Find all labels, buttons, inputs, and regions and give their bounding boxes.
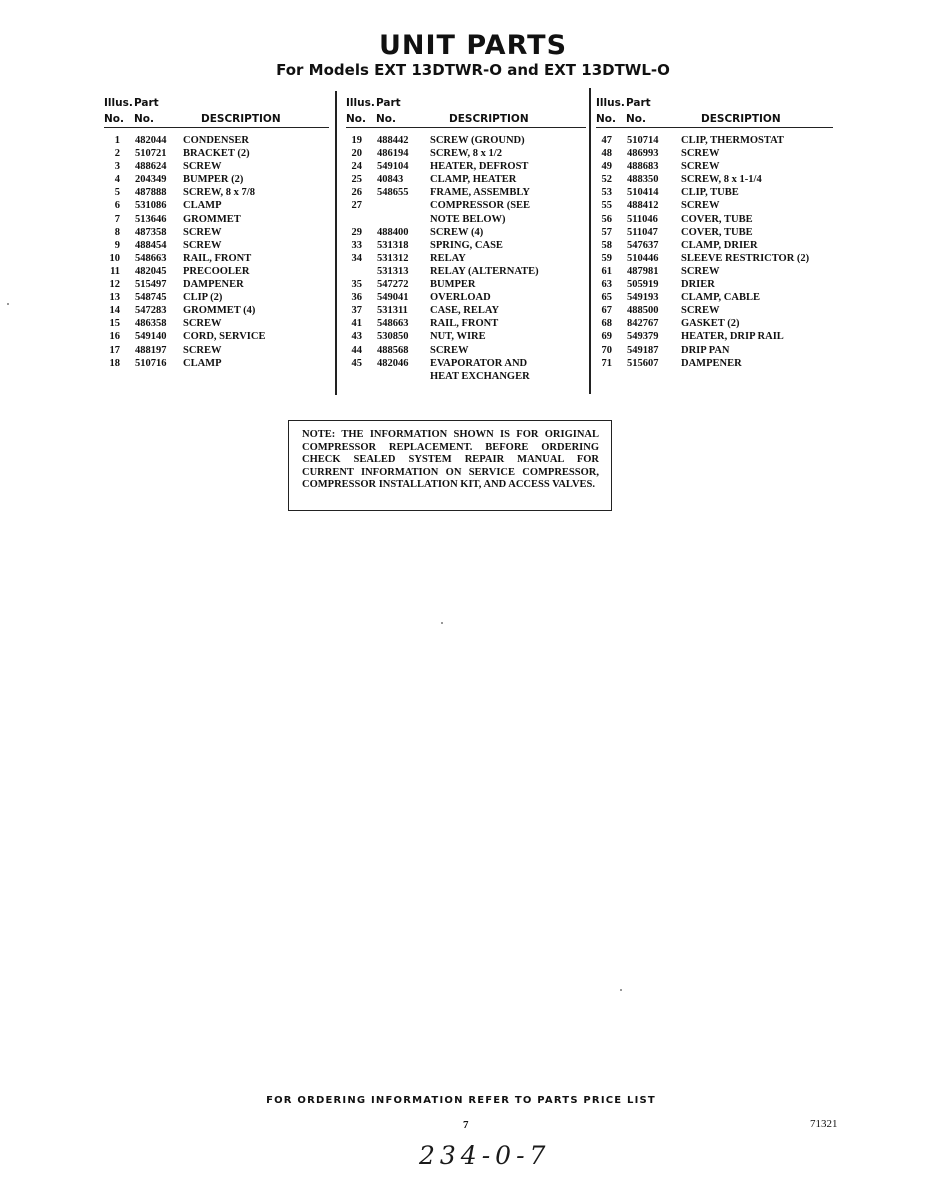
illus-number: 36 xyxy=(351,292,362,304)
part-description: BUMPER (2) xyxy=(183,174,244,186)
header-part: Part xyxy=(134,97,159,109)
part-description: SCREW xyxy=(681,200,720,212)
table-row xyxy=(346,214,586,227)
part-number: 549041 xyxy=(377,292,409,304)
column-divider xyxy=(335,91,337,395)
table-row xyxy=(346,292,586,305)
header-no: No. xyxy=(596,113,616,125)
part-description: OVERLOAD xyxy=(430,292,491,304)
illus-number: 3 xyxy=(114,161,120,173)
part-number: 204349 xyxy=(135,174,167,186)
part-description: CASE, RELAY xyxy=(430,305,500,317)
header-description: DESCRIPTION xyxy=(201,113,281,125)
table-row xyxy=(104,345,329,358)
header-illus: Illus. xyxy=(596,97,625,109)
illus-number: 26 xyxy=(351,187,362,199)
illus-number: 4 xyxy=(114,174,120,186)
part-description: GROMMET (4) xyxy=(183,305,256,317)
part-description: CLIP, TUBE xyxy=(681,187,739,199)
part-description: SCREW xyxy=(430,344,469,356)
part-number: 515497 xyxy=(135,279,167,291)
illus-number: 56 xyxy=(601,213,612,225)
table-row xyxy=(346,305,586,318)
illus-number: 47 xyxy=(601,135,612,146)
illus-number: 14 xyxy=(109,305,120,317)
part-number: 531312 xyxy=(377,252,409,264)
part-description: PRECOOLER xyxy=(183,265,250,277)
part-number: 488197 xyxy=(135,344,167,356)
illus-number: 15 xyxy=(109,318,120,330)
part-description: DAMPENER xyxy=(183,279,244,291)
table-row xyxy=(104,227,329,240)
table-row xyxy=(104,174,329,187)
illus-number: 25 xyxy=(351,174,362,186)
parts-list xyxy=(104,135,329,371)
table-row xyxy=(104,358,329,371)
illus-number: 2 xyxy=(114,148,120,160)
parts-list xyxy=(596,135,833,371)
part-number: 488624 xyxy=(135,161,167,173)
illus-number: 8 xyxy=(114,226,120,238)
illus-number: 43 xyxy=(351,331,362,343)
table-row xyxy=(596,148,833,161)
table-row xyxy=(596,214,833,227)
illus-number: 61 xyxy=(601,265,612,277)
table-row xyxy=(104,200,329,213)
illus-number: 68 xyxy=(601,318,612,330)
part-description: COMPRESSOR (SEE xyxy=(430,200,531,212)
table-row xyxy=(596,358,833,371)
part-number: 482045 xyxy=(135,265,167,277)
table-row xyxy=(104,240,329,253)
part-description: RAIL, FRONT xyxy=(430,318,499,330)
page-subtitle: For Models EXT 13DTWR-O and EXT 13DTWL-O xyxy=(276,61,670,79)
table-row xyxy=(596,253,833,266)
part-number: 548663 xyxy=(135,252,167,264)
part-description: FRAME, ASSEMBLY xyxy=(430,187,530,199)
illus-number: 19 xyxy=(351,135,362,146)
part-number: 510721 xyxy=(135,148,167,160)
header-no: No. xyxy=(346,113,366,125)
part-number: 549379 xyxy=(627,331,659,343)
parts-list xyxy=(346,135,586,384)
handwritten-code: 234-0-7 xyxy=(419,1141,551,1170)
illus-number: 37 xyxy=(351,305,362,317)
part-description: GASKET (2) xyxy=(681,318,740,330)
part-number: 548663 xyxy=(377,318,409,330)
table-row xyxy=(346,187,586,200)
part-description: SCREW, 8 x 7/8 xyxy=(183,187,255,199)
document-code: 71321 xyxy=(810,1118,838,1130)
part-description: SCREW (4) xyxy=(430,226,484,238)
illus-number: 17 xyxy=(109,344,120,356)
table-row xyxy=(596,200,833,213)
part-description: CONDENSER xyxy=(183,135,249,146)
part-description: CLIP, THERMOSTAT xyxy=(681,135,784,146)
part-number: 531311 xyxy=(377,305,408,317)
table-row xyxy=(104,279,329,292)
part-number: 513646 xyxy=(135,213,167,225)
table-row xyxy=(596,174,833,187)
table-row xyxy=(104,135,329,148)
part-number: 510716 xyxy=(135,357,167,369)
table-row xyxy=(596,279,833,292)
part-description: SCREW xyxy=(183,318,222,330)
illus-number: 34 xyxy=(351,252,362,264)
part-number: 530850 xyxy=(377,331,409,343)
part-description: SCREW xyxy=(681,161,720,173)
part-number: 487888 xyxy=(135,187,167,199)
part-description: SCREW xyxy=(183,161,222,173)
part-number: 547283 xyxy=(135,305,167,317)
table-row xyxy=(346,318,586,331)
parts-column-2 xyxy=(346,93,586,384)
illus-number: 55 xyxy=(601,200,612,212)
table-row xyxy=(596,345,833,358)
illus-number: 29 xyxy=(351,226,362,238)
table-row xyxy=(346,200,586,213)
table-row xyxy=(346,345,586,358)
header-description: DESCRIPTION xyxy=(701,113,781,125)
illus-number: 35 xyxy=(351,279,362,291)
table-row xyxy=(104,187,329,200)
part-number: 486194 xyxy=(377,148,409,160)
header-rule xyxy=(346,127,586,128)
header-rule xyxy=(104,127,329,128)
part-description: RELAY xyxy=(430,252,466,264)
part-description: SCREW xyxy=(681,148,720,160)
header-part-no: No. xyxy=(376,113,396,125)
illus-number: 70 xyxy=(601,344,612,356)
page-title: UNIT PARTS xyxy=(378,30,568,61)
illus-number: 41 xyxy=(351,318,362,330)
table-row xyxy=(346,227,586,240)
part-number: 548655 xyxy=(377,187,409,199)
illus-number: 27 xyxy=(351,200,362,212)
part-description: HEAT EXCHANGER xyxy=(430,370,530,382)
illus-number: 10 xyxy=(109,252,120,264)
illus-number: 52 xyxy=(601,174,612,186)
illus-number: 20 xyxy=(351,148,362,160)
part-number: 486993 xyxy=(627,148,659,160)
part-description: BRACKET (2) xyxy=(183,148,250,160)
illus-number: 57 xyxy=(601,226,612,238)
part-description: CLAMP, HEATER xyxy=(430,174,517,186)
illus-number: 71 xyxy=(601,357,612,369)
part-description: CLAMP xyxy=(183,200,222,212)
ordering-info: FOR ORDERING INFORMATION REFER TO PARTS PRICE LIST xyxy=(266,1095,656,1106)
part-number: 510414 xyxy=(627,187,659,199)
illus-number: 58 xyxy=(601,239,612,251)
part-number: 488350 xyxy=(627,174,659,186)
table-row xyxy=(104,148,329,161)
header-no: No. xyxy=(104,113,124,125)
part-number: 531318 xyxy=(377,239,409,251)
illus-number: 45 xyxy=(351,357,362,369)
column-divider xyxy=(589,88,591,394)
illus-number: 67 xyxy=(601,305,612,317)
part-description: SPRING, CASE xyxy=(430,239,503,251)
illus-number: 69 xyxy=(601,331,612,343)
part-number: 488568 xyxy=(377,344,409,356)
part-number: 488412 xyxy=(627,200,659,212)
part-number: 548745 xyxy=(135,292,167,304)
table-row xyxy=(596,187,833,200)
part-description: SCREW (GROUND) xyxy=(430,135,525,146)
scan-speck xyxy=(441,622,443,624)
part-number: 842767 xyxy=(627,318,659,330)
header-rule xyxy=(596,127,833,128)
header-part-no: No. xyxy=(134,113,154,125)
part-number: 515607 xyxy=(627,357,659,369)
part-description: RELAY (ALTERNATE) xyxy=(430,265,539,277)
part-description: HEATER, DRIP RAIL xyxy=(681,331,784,343)
part-number: 488442 xyxy=(377,135,409,146)
part-description: RAIL, FRONT xyxy=(183,252,252,264)
illus-number: 11 xyxy=(110,265,120,277)
table-row xyxy=(346,240,586,253)
scan-speck xyxy=(620,989,622,991)
part-number: 531313 xyxy=(377,265,409,277)
header-part-no: No. xyxy=(626,113,646,125)
table-row xyxy=(596,318,833,331)
parts-column-1 xyxy=(104,93,329,371)
illus-number: 18 xyxy=(109,357,120,369)
part-number: 531086 xyxy=(135,200,167,212)
illus-number: 9 xyxy=(114,239,120,251)
scan-speck xyxy=(7,303,9,305)
illus-number: 49 xyxy=(601,161,612,173)
part-description: CLAMP xyxy=(183,357,222,369)
part-description: SCREW xyxy=(681,265,720,277)
part-number: 487981 xyxy=(627,265,659,277)
part-description: CORD, SERVICE xyxy=(183,331,266,343)
table-row xyxy=(346,266,586,279)
illus-number: 59 xyxy=(601,252,612,264)
part-description: NOTE BELOW) xyxy=(430,213,506,225)
part-description: CLAMP, CABLE xyxy=(681,292,760,304)
part-number: 505919 xyxy=(627,279,659,291)
header-description: DESCRIPTION xyxy=(449,113,529,125)
part-description: CLIP (2) xyxy=(183,292,223,304)
part-description: SCREW, 8 x 1/2 xyxy=(430,148,502,160)
table-row xyxy=(346,358,586,371)
part-number: 482046 xyxy=(377,357,409,369)
part-description: SCREW xyxy=(681,305,720,317)
part-description: DRIER xyxy=(681,279,715,291)
header-part: Part xyxy=(376,97,401,109)
table-row xyxy=(346,371,586,384)
illus-number: 6 xyxy=(114,200,120,212)
illus-number: 12 xyxy=(109,279,120,291)
part-description: DRIP PAN xyxy=(681,344,730,356)
illus-number: 24 xyxy=(351,161,362,173)
part-number: 510714 xyxy=(627,135,659,146)
header-illus: Illus. xyxy=(346,97,375,109)
part-number: 488500 xyxy=(627,305,659,317)
part-number: 547637 xyxy=(627,239,659,251)
illus-number: 53 xyxy=(601,187,612,199)
part-number: 549140 xyxy=(135,331,167,343)
part-number: 482044 xyxy=(135,135,167,146)
part-number: 488400 xyxy=(377,226,409,238)
part-description: EVAPORATOR AND xyxy=(430,357,528,369)
illus-number: 7 xyxy=(114,213,120,225)
part-number: 488454 xyxy=(135,239,167,251)
page-number: 7 xyxy=(463,1119,469,1131)
part-description: SCREW xyxy=(183,239,222,251)
table-row xyxy=(346,279,586,292)
table-row xyxy=(596,161,833,174)
table-row xyxy=(596,240,833,253)
part-description: SCREW xyxy=(183,226,222,238)
table-row xyxy=(104,331,329,344)
part-number: 510446 xyxy=(627,252,659,264)
part-number: 40843 xyxy=(377,174,404,186)
part-number: 549104 xyxy=(377,161,409,173)
part-description: COVER, TUBE xyxy=(681,213,753,225)
header-part: Part xyxy=(626,97,651,109)
illus-number: 33 xyxy=(351,239,362,251)
table-row xyxy=(104,266,329,279)
illus-number: 1 xyxy=(114,135,120,146)
part-description: SCREW, 8 x 1-1/4 xyxy=(681,174,762,186)
part-number: 547272 xyxy=(377,279,409,291)
part-description: BUMPER xyxy=(430,279,476,291)
table-row xyxy=(104,214,329,227)
table-row xyxy=(596,305,833,318)
table-row xyxy=(346,135,586,148)
table-row xyxy=(596,266,833,279)
table-row xyxy=(346,161,586,174)
illus-number: 65 xyxy=(601,292,612,304)
part-description: GROMMET xyxy=(183,213,241,225)
part-description: DAMPENER xyxy=(681,357,742,369)
table-row xyxy=(596,227,833,240)
illus-number: 44 xyxy=(351,344,362,356)
table-row xyxy=(104,305,329,318)
table-row xyxy=(346,174,586,187)
parts-column-3 xyxy=(596,93,833,371)
part-number: 486358 xyxy=(135,318,167,330)
table-row xyxy=(104,253,329,266)
table-row xyxy=(104,292,329,305)
part-description: SCREW xyxy=(183,344,222,356)
table-row xyxy=(104,318,329,331)
column-header xyxy=(596,93,833,127)
part-number: 511046 xyxy=(627,213,658,225)
part-description: HEATER, DEFROST xyxy=(430,161,529,173)
illus-number: 13 xyxy=(109,292,120,304)
table-row xyxy=(596,292,833,305)
part-number: 511047 xyxy=(627,226,658,238)
illus-number: 16 xyxy=(109,331,120,343)
part-description: SLEEVE RESTRICTOR (2) xyxy=(681,252,810,264)
part-description: NUT, WIRE xyxy=(430,331,486,343)
table-row xyxy=(596,331,833,344)
part-description: CLAMP, DRIER xyxy=(681,239,758,251)
part-number: 488683 xyxy=(627,161,659,173)
part-number: 549187 xyxy=(627,344,659,356)
table-row xyxy=(596,135,833,148)
column-header xyxy=(104,93,329,127)
table-row xyxy=(346,148,586,161)
compressor-note: NOTE: THE INFORMATION SHOWN IS FOR ORIGINAL COMPRESSOR REPLACEMENT. BEFORE ORDERING CHECK SEALED SYSTEM REPAIR MANUAL FOR CURRENT INFORMATION ON SERVICE COMPRESSOR, COMPRESSOR INSTALLATION KIT, AND ACCESS VALVES. xyxy=(288,420,612,511)
part-description: COVER, TUBE xyxy=(681,226,753,238)
header-illus: Illus. xyxy=(104,97,133,109)
table-row xyxy=(346,253,586,266)
column-header xyxy=(346,93,586,127)
table-row xyxy=(346,331,586,344)
illus-number: 48 xyxy=(601,148,612,160)
table-row xyxy=(104,161,329,174)
part-number: 549193 xyxy=(627,292,659,304)
illus-number: 63 xyxy=(601,279,612,291)
illus-number: 5 xyxy=(114,187,120,199)
part-number: 487358 xyxy=(135,226,167,238)
